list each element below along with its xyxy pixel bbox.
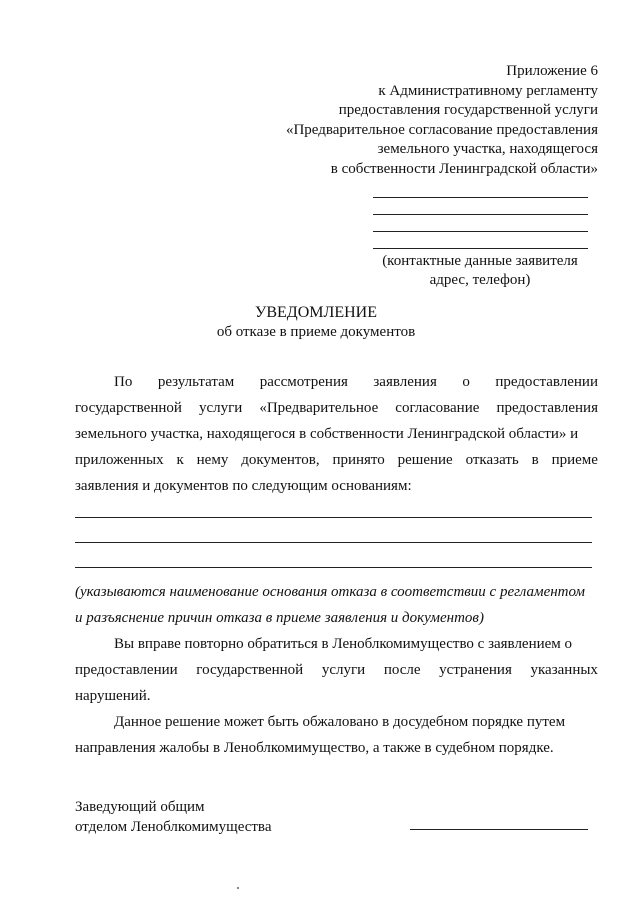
appendix-line: земельного участка, находящегося [377, 141, 598, 157]
paragraph-line [75, 452, 598, 469]
title-main: УВЕДОМЛЕНИЕ [255, 304, 377, 321]
paragraph-line: заявления и документов по следующим основаниям: [75, 478, 412, 494]
signatory-position: Заведующий общим [75, 799, 205, 815]
document-title [166, 303, 466, 341]
paragraph-line [75, 662, 598, 679]
word: «Предварительное [259, 400, 379, 416]
word: государственной [75, 400, 182, 416]
reason-blank-line [75, 567, 592, 568]
contact-note-line: (контактные данные заявителя [382, 253, 578, 269]
appendix-line: «Предварительное согласование предоставления [285, 121, 598, 138]
paragraph-line: Данное решение может быть обжаловано в досудебном порядке путем [114, 714, 566, 730]
word: принято [332, 452, 385, 468]
word: услуги [321, 662, 366, 678]
title-sub: об отказе в приеме документов [216, 324, 416, 340]
word: устранения [439, 662, 512, 678]
word: указанных [530, 662, 598, 678]
appendix-line: предоставления государственной услуги [338, 102, 598, 118]
contact-note-line: адрес, телефон) [429, 272, 531, 288]
word: услуги [198, 400, 243, 416]
word: рассмотрения [259, 374, 348, 390]
word: предоставлении [75, 662, 178, 678]
contact-note [362, 252, 598, 290]
contact-blank-line [373, 197, 588, 198]
word: предоставлении [495, 374, 598, 390]
word: отказать [465, 452, 519, 468]
word: приложенных [75, 452, 164, 468]
paragraph-line: нарушений. [75, 688, 151, 704]
signatory-department: отделом Леноблкомимущества [75, 819, 272, 835]
contact-blank-line [373, 231, 588, 232]
word: в [531, 452, 539, 468]
paragraph-line [75, 400, 598, 417]
contact-blank-line [373, 214, 588, 215]
word: о [462, 374, 470, 390]
appendix-header [286, 62, 598, 179]
word: приеме [551, 452, 598, 468]
paragraph-line: Вы вправе повторно обратиться в Леноблкомимущество с заявлением о [114, 636, 573, 652]
word: к [176, 452, 184, 468]
paragraph-line: направления жалобы в Леноблкомимущество, а также в судебном порядке. [75, 740, 554, 756]
word: после [383, 662, 421, 678]
scan-dot [237, 887, 239, 889]
word: нему [196, 452, 229, 468]
appendix-line: в собственности Ленинградской области» [330, 160, 598, 177]
word: заявления [373, 374, 437, 390]
paragraph-line: земельного участка, находящегося в собственности Ленинградской области» и [75, 426, 579, 442]
word: согласование [395, 400, 480, 416]
word: решение [397, 452, 453, 468]
reason-note-line: и разъяснение причин отказа в приеме заявления и документов) [75, 610, 484, 626]
word: документов, [241, 452, 320, 468]
paragraph-line [114, 374, 598, 391]
appendix-line: к Административному регламенту [378, 82, 598, 99]
reason-blank-line [75, 542, 592, 543]
appendix-line: Приложение 6 [506, 63, 598, 79]
word: предоставления [496, 400, 598, 416]
contact-blank-line [373, 248, 588, 249]
reason-blank-line [75, 517, 592, 518]
reason-note-line: (указываются наименование основания отказа в соответствии с регламентом [75, 584, 586, 600]
word: По [114, 374, 133, 390]
signature-block [75, 797, 271, 837]
word: результатам [157, 374, 235, 390]
signature-blank-line [410, 829, 588, 830]
word: государственной [196, 662, 304, 678]
